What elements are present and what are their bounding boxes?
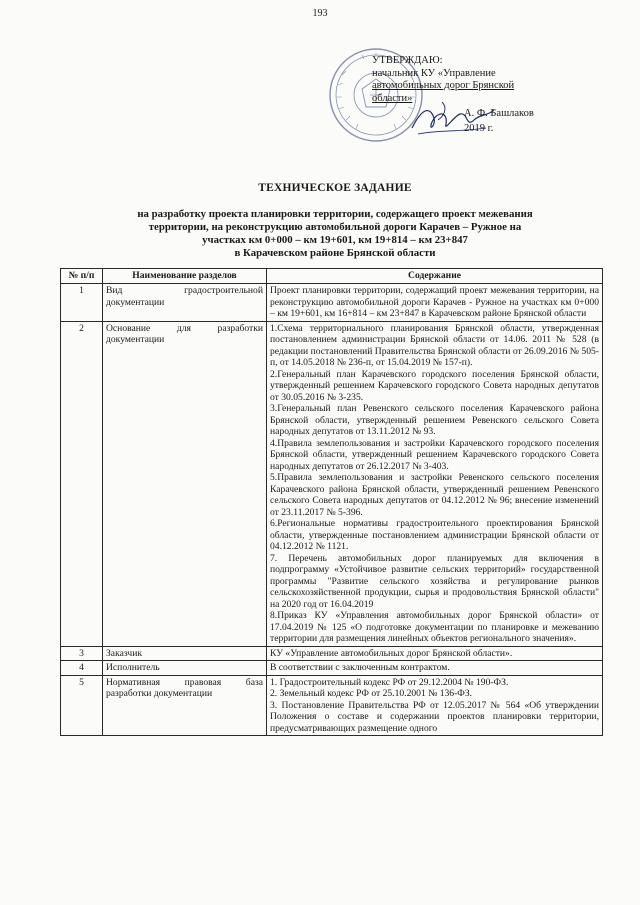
document-title-block	[80, 182, 590, 260]
content-paragraph: 4.Правила землепользования и застройки Карачевского городского поселения Брянской области, утвержденный решением Карачевского городского Совета народных депутатов от 26.12.2017 № 3-403.	[270, 437, 599, 472]
approval-block	[372, 55, 582, 135]
header-section: Наименование разделов	[103, 269, 267, 284]
content-paragraph: 3. Постановление Правительства РФ от 12.05.2017 № 564 «Об утверждении Положения о составе и содержании проектов планировки территории, предусматривающих размещение одного	[270, 699, 599, 734]
content-paragraph: 5.Правила землепользования и застройки Ревенского сельского поселения Карачевского района Брянской области, утвержденный решением Ревенского сельского Совета народных депутатов от 04.12.2012 № 96; внесение изменений от 23.11.2017 № 5-396.	[270, 472, 599, 518]
table-row	[61, 284, 603, 322]
row-content	[267, 646, 603, 661]
row-number: 2	[61, 321, 103, 646]
approval-heading: УТВЕРЖДАЮ:	[372, 55, 443, 66]
row-section: Вид градостроительной документации	[103, 284, 267, 322]
row-section: Основание для разработки документации	[103, 321, 267, 646]
content-paragraph: 1.Схема территориального планирования Брянской области, утвержденная постановлением администрации Брянской области от 14.06. 2011 № 528 (в редакции постановлений Правительства Брянской области от 26.09.2016 № 505-п, от 14.05.2018 № 236-п, от 15.04.2019 № 157-п).	[270, 322, 599, 368]
header-number: № п/п	[61, 269, 103, 284]
approval-position-line1: начальник КУ «Управление	[372, 67, 496, 79]
approval-position-line3: области»	[372, 92, 413, 104]
content-paragraph: 2. Земельный кодекс РФ от 25.10.2001 № 136-ФЗ.	[270, 688, 473, 699]
content-paragraph: 8.Приказ КУ «Управления автомобильных дорог Брянской области» от 17.04.2019 № 125 «О подготовке документации по планировке и межеванию территории для размещения линейных объектов регионального значения».	[270, 610, 599, 644]
table-row	[61, 321, 603, 646]
row-content	[267, 284, 603, 322]
table-row	[61, 646, 603, 661]
content-paragraph: 3.Генеральный план Ревенского сельского поселения Карачевского района Брянской области, утвержденный решением Ревенского сельского Совета народных депутатов от 13.11.2012 № 93.	[270, 403, 599, 437]
page-number: 193	[312, 8, 328, 19]
document-title: ТЕХНИЧЕСКОЕ ЗАДАНИЕ	[258, 182, 412, 194]
subtitle-line: участках км 0+000 – км 19+601, км 19+814 – км 23+847	[202, 234, 468, 246]
table-row	[61, 675, 603, 736]
row-content	[267, 321, 603, 646]
row-section: Нормативная правовая база разработки документации	[103, 675, 267, 736]
table-row	[61, 661, 603, 676]
row-number: 3	[61, 646, 103, 661]
approval-name: А. Ф. Башлаков	[464, 108, 534, 119]
subtitle-line: в Карачевском районе Брянской области	[234, 247, 436, 259]
content-paragraph: В соответствии с заключенным контрактом.	[270, 662, 450, 673]
header-content: Содержание	[267, 269, 603, 284]
row-section: Исполнитель	[103, 661, 267, 676]
row-number: 4	[61, 661, 103, 676]
content-paragraph: Проект планировки территории, содержащий проект межевания территории, на реконструкцию автомобильной дороги Карачев - Ружное на участках км 0+000 – км 19+601, км 16+814 – км 23+847 в Карачевском районе Брянской области	[270, 285, 599, 319]
approval-year: 2019 г.	[464, 122, 494, 134]
document-subtitle	[80, 208, 590, 260]
approval-position-line2: автомобильных дорог Брянской	[372, 80, 515, 91]
content-paragraph: 2.Генеральный план Карачевского городского поселения Брянской области, утвержденный решением Карачевского городского Совета народных депутатов от 30.05.2016 № 3-235.	[270, 368, 599, 403]
specification-table	[60, 268, 603, 736]
row-content	[267, 661, 603, 676]
content-paragraph: 7. Перечень автомобильных дорог планируемых для включения в подпрограмму «Устойчивое развитие сельских территорий» государственной программы "Развитие сельского хозяйства и регулирование рынков сельскохозяйственной продукции, сырья и продовольствия Брянской области" на 2020 год от 16.04.2019	[270, 552, 599, 610]
subtitle-line: на разработку проекта планировки территории, содержащего проект межевания	[137, 208, 533, 220]
table-header-row	[61, 269, 603, 284]
row-number: 1	[61, 284, 103, 322]
content-paragraph: КУ «Управление автомобильных дорог Брянской области».	[270, 647, 513, 659]
row-content	[267, 675, 603, 736]
content-paragraph: 6.Региональные нормативы градостроительного проектирования Брянской области, утвержденные постановлением администрации Брянской области от 04.12.2012 № 1121.	[270, 518, 599, 552]
row-section: Заказчик	[103, 646, 267, 661]
subtitle-line: территории, на реконструкцию автомобильной дороги Карачев – Ружное на	[148, 221, 522, 233]
row-number: 5	[61, 675, 103, 736]
content-paragraph: 1. Градостроительный кодекс РФ от 29.12.2004 № 190-ФЗ.	[270, 676, 509, 688]
